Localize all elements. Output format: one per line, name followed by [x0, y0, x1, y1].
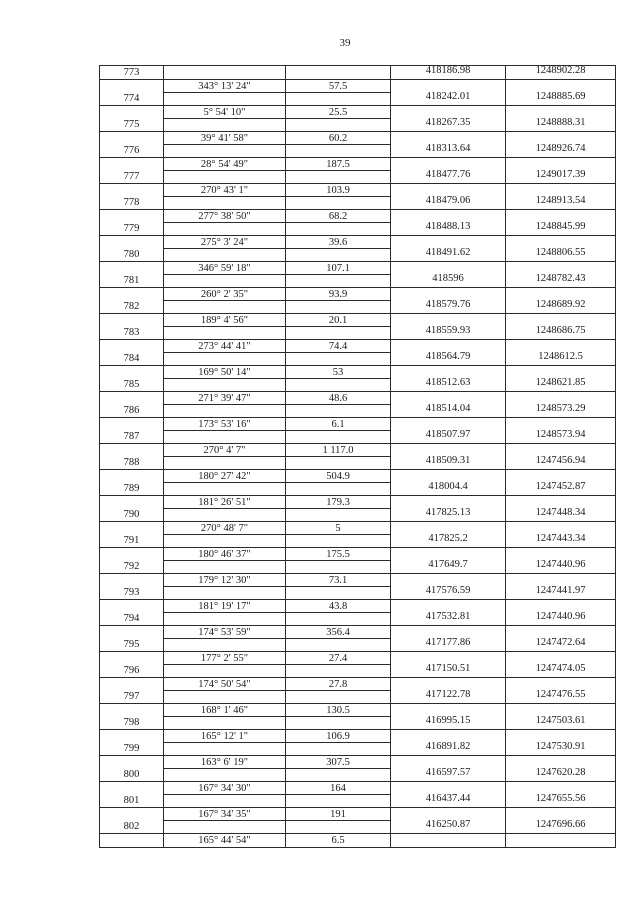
point-number-cell: 790 — [100, 496, 163, 522]
empty-cell — [164, 119, 285, 132]
point-number-cell: 788 — [100, 444, 163, 470]
empty-cell — [164, 613, 285, 626]
empty-cell — [286, 431, 390, 444]
x-coordinate-cell: 417576.59 — [391, 574, 505, 600]
distance-cell: 48.6 — [286, 392, 390, 405]
empty-cell — [286, 119, 390, 132]
empty-cell — [164, 743, 285, 756]
y-coordinate-cell: 1247456.94 — [506, 444, 615, 470]
distance-cell: 175.5 — [286, 548, 390, 561]
bearing-cell: 270° 48' 7" — [164, 522, 285, 535]
distance-cell: 307.5 — [286, 756, 390, 769]
x-coordinate-cell: 418512.63 — [391, 366, 505, 392]
empty-cell — [286, 587, 390, 600]
y-coordinate-cell: 1248573.29 — [506, 392, 615, 418]
x-coordinate-cell: 418491.62 — [391, 236, 505, 262]
x-coordinate-cell: 418242.01 — [391, 80, 505, 106]
x-coordinate-cell: 418479.06 — [391, 184, 505, 210]
empty-cell — [286, 353, 390, 366]
x-coordinate-cell: 416995.15 — [391, 704, 505, 730]
y-coordinate-cell: 1248621.85 — [506, 366, 615, 392]
bearing-cell: 270° 43' 1" — [164, 184, 285, 197]
empty-cell — [164, 145, 285, 158]
x-coordinate-cell: 418564.79 — [391, 340, 505, 366]
empty-cell — [164, 67, 285, 80]
empty-cell — [164, 769, 285, 782]
distance-cell: 43.8 — [286, 600, 390, 613]
empty-cell — [164, 821, 285, 834]
x-coordinate-cell: 418313.64 — [391, 132, 505, 158]
distance-cell: 356.4 — [286, 626, 390, 639]
point-number-cell: 794 — [100, 600, 163, 626]
empty-cell — [164, 197, 285, 210]
distance-cell: 191 — [286, 808, 390, 821]
x-coordinate-cell: 418579.76 — [391, 288, 505, 314]
empty-cell — [164, 249, 285, 262]
empty-cell — [164, 535, 285, 548]
x-coordinate-cell: 416891.82 — [391, 730, 505, 756]
point-number-cell: 786 — [100, 392, 163, 418]
empty-cell — [286, 509, 390, 522]
point-number-cell: 796 — [100, 652, 163, 678]
x-coordinate-cell: 418477.76 — [391, 158, 505, 184]
y-coordinate-cell: 1248926.74 — [506, 132, 615, 158]
empty-cell — [286, 145, 390, 158]
bearing-cell: 277° 38' 50" — [164, 210, 285, 223]
bearing-cell: 343° 13' 24" — [164, 80, 285, 93]
y-coordinate-cell: 1247474.05 — [506, 652, 615, 678]
distance-cell: 68.2 — [286, 210, 390, 223]
bearing-cell: 165° 44' 54" — [198, 835, 251, 846]
bearing-cell: 181° 19' 17" — [164, 600, 285, 613]
point-number-cell: 797 — [100, 678, 163, 704]
bearing-cell: 181° 26' 51" — [164, 496, 285, 509]
empty-cell — [286, 795, 390, 808]
distance-cell: 6.5 — [331, 835, 345, 846]
y-coordinate-cell: 1247503.61 — [506, 704, 615, 730]
x-coordinate-cell: 417177.86 — [391, 626, 505, 652]
empty-cell — [164, 717, 285, 730]
empty-cell — [164, 223, 285, 236]
empty-cell — [164, 587, 285, 600]
x-coordinate-cell: 418596 — [391, 262, 505, 288]
x-coordinate-cell: 417825.13 — [391, 496, 505, 522]
bearing-cell: 39° 41' 58" — [164, 132, 285, 145]
y-coordinate-cell: 1248902.28 — [506, 65, 615, 80]
bearing-cell: 346° 59' 18" — [164, 262, 285, 275]
empty-cell — [286, 249, 390, 262]
x-coordinate-cell: 418507.97 — [391, 418, 505, 444]
distance-cell: 74.4 — [286, 340, 390, 353]
x-coordinate-cell: 416597.57 — [391, 756, 505, 782]
bearing-cell: 260° 2' 35" — [164, 288, 285, 301]
empty-cell — [164, 379, 285, 392]
point-number-cell: 776 — [100, 132, 163, 158]
y-coordinate-cell: 1247441.97 — [506, 574, 615, 600]
bearing-cell: 177° 2' 55" — [164, 652, 285, 665]
empty-cell — [286, 665, 390, 678]
distance-cell: 5 — [286, 522, 390, 535]
bearing-cell: 180° 27' 42" — [164, 470, 285, 483]
empty-cell — [164, 795, 285, 808]
empty-cell — [164, 353, 285, 366]
y-coordinate-cell: 1247696.66 — [506, 808, 615, 834]
y-coordinate-cell: 1247440.96 — [506, 600, 615, 626]
bearing-cell: 5° 54' 10" — [164, 106, 285, 119]
y-coordinate-cell: 1248686.75 — [506, 314, 615, 340]
y-coordinate-cell: 1247443.34 — [506, 522, 615, 548]
bearing-cell: 167° 34' 30" — [164, 782, 285, 795]
y-coordinate-cell: 1248782.43 — [506, 262, 615, 288]
empty-cell — [286, 717, 390, 730]
distance-cell: 130.5 — [286, 704, 390, 717]
empty-cell — [286, 327, 390, 340]
empty-cell — [286, 67, 390, 80]
point-number-cell: 801 — [100, 782, 163, 808]
table-row — [100, 820, 615, 846]
empty-cell — [286, 561, 390, 574]
point-number-cell: 789 — [100, 470, 163, 496]
distance-cell: 107.1 — [286, 262, 390, 275]
bearing-cell: 169° 50' 14" — [164, 366, 285, 379]
distance-cell: 164 — [286, 782, 390, 795]
empty-cell — [164, 639, 285, 652]
x-coordinate-cell: 418559.93 — [391, 314, 505, 340]
empty-cell — [164, 691, 285, 704]
empty-cell — [286, 769, 390, 782]
distance-cell: 20.1 — [286, 314, 390, 327]
empty-cell — [164, 171, 285, 184]
x-coordinate-cell: 418186.98 — [391, 65, 505, 80]
bearing-cell: 180° 46' 37" — [164, 548, 285, 561]
y-coordinate-cell: 1248913.54 — [506, 184, 615, 210]
y-coordinate-cell: 1247620.28 — [506, 756, 615, 782]
page-number: 39 — [339, 37, 351, 49]
y-coordinate-cell: 1247440.96 — [506, 548, 615, 574]
y-coordinate-cell: 1248689.92 — [506, 288, 615, 314]
empty-cell — [164, 405, 285, 418]
y-coordinate-cell: 1247530.91 — [506, 730, 615, 756]
y-coordinate-cell: 1248573.94 — [506, 418, 615, 444]
empty-cell — [286, 197, 390, 210]
empty-cell — [286, 743, 390, 756]
distance-cell: 60.2 — [286, 132, 390, 145]
point-number-cell: 783 — [100, 314, 163, 340]
point-number-cell: 785 — [100, 366, 163, 392]
empty-cell — [286, 691, 390, 704]
point-number-cell: 781 — [100, 262, 163, 288]
point-number-cell: 782 — [100, 288, 163, 314]
distance-cell: 504.9 — [286, 470, 390, 483]
distance-cell: 27.8 — [286, 678, 390, 691]
empty-cell — [286, 457, 390, 470]
bearing-cell: 174° 53' 59" — [164, 626, 285, 639]
distance-cell: 6.1 — [286, 418, 390, 431]
distance-cell: 73.1 — [286, 574, 390, 587]
empty-cell — [164, 275, 285, 288]
empty-cell — [286, 535, 390, 548]
distance-cell: 57.5 — [286, 80, 390, 93]
x-coordinate-cell: 417825.2 — [391, 522, 505, 548]
x-coordinate-cell: 416250.87 — [391, 808, 505, 834]
empty-cell — [286, 483, 390, 496]
bearing-cell: 167° 34' 35" — [164, 808, 285, 821]
y-coordinate-cell: 1247476.55 — [506, 678, 615, 704]
point-number-cell: 773 — [100, 65, 163, 80]
distance-cell: 25.5 — [286, 106, 390, 119]
point-number-cell: 802 — [100, 808, 163, 834]
point-number-cell: 774 — [100, 80, 163, 106]
bearing-cell: 165° 12' 1" — [164, 730, 285, 743]
empty-cell — [286, 275, 390, 288]
empty-cell — [164, 561, 285, 574]
point-number-cell: 793 — [100, 574, 163, 600]
point-number-cell: 777 — [100, 158, 163, 184]
y-coordinate-cell: 1248845.99 — [506, 210, 615, 236]
empty-cell — [286, 379, 390, 392]
point-number-cell: 775 — [100, 106, 163, 132]
x-coordinate-cell: 418267.35 — [391, 106, 505, 132]
bearing-cell: 273° 44' 41" — [164, 340, 285, 353]
y-coordinate-cell: 1249017.39 — [506, 158, 615, 184]
bearing-cell: 174° 50' 54" — [164, 678, 285, 691]
point-number-cell: 779 — [100, 210, 163, 236]
bearing-cell: 173° 53' 16" — [164, 418, 285, 431]
distance-cell: 179.3 — [286, 496, 390, 509]
y-coordinate-cell: 1248888.31 — [506, 106, 615, 132]
distance-cell: 27.4 — [286, 652, 390, 665]
bearing-cell: 28° 54' 49" — [164, 158, 285, 171]
empty-cell — [164, 509, 285, 522]
point-number-cell: 798 — [100, 704, 163, 730]
point-number-cell: 799 — [100, 730, 163, 756]
point-number-cell: 784 — [100, 340, 163, 366]
point-number-cell: 780 — [100, 236, 163, 262]
bearing-cell: 189° 4' 56" — [164, 314, 285, 327]
x-coordinate-cell: 418509.31 — [391, 444, 505, 470]
empty-cell — [164, 665, 285, 678]
x-coordinate-cell: 417532.81 — [391, 600, 505, 626]
bearing-cell: 270° 4' 7" — [164, 444, 285, 457]
bearing-cell: 163° 6' 19" — [164, 756, 285, 769]
point-number-cell: 800 — [100, 756, 163, 782]
x-coordinate-cell: 417122.78 — [391, 678, 505, 704]
empty-cell — [286, 93, 390, 106]
distance-cell: 93.9 — [286, 288, 390, 301]
empty-cell — [164, 431, 285, 444]
x-coordinate-cell: 418004.4 — [391, 470, 505, 496]
point-number-cell: 787 — [100, 418, 163, 444]
x-coordinate-cell: 418514.04 — [391, 392, 505, 418]
survey-table — [99, 65, 616, 848]
y-coordinate-cell: 1247452.87 — [506, 470, 615, 496]
distance-cell: 103.9 — [286, 184, 390, 197]
distance-cell: 1 117.0 — [286, 444, 390, 457]
empty-cell — [286, 171, 390, 184]
point-number-cell: 791 — [100, 522, 163, 548]
x-coordinate-cell: 418488.13 — [391, 210, 505, 236]
bearing-cell: 179° 12' 30" — [164, 574, 285, 587]
y-coordinate-cell: 1247655.56 — [506, 782, 615, 808]
empty-cell — [286, 301, 390, 314]
point-number-cell: 778 — [100, 184, 163, 210]
y-coordinate-cell: 1248885.69 — [506, 80, 615, 106]
x-coordinate-cell: 417649.7 — [391, 548, 505, 574]
bearing-cell: 275° 3' 24" — [164, 236, 285, 249]
y-coordinate-cell: 1247472.64 — [506, 626, 615, 652]
y-coordinate-cell: 1247448.34 — [506, 496, 615, 522]
empty-cell — [286, 613, 390, 626]
point-number-cell: 792 — [100, 548, 163, 574]
distance-cell: 187.5 — [286, 158, 390, 171]
empty-cell — [286, 223, 390, 236]
distance-cell: 53 — [286, 366, 390, 379]
bearing-cell: 271° 39' 47" — [164, 392, 285, 405]
empty-cell — [164, 301, 285, 314]
y-coordinate-cell: 1248806.55 — [506, 236, 615, 262]
bearing-cell: 168° 1' 46" — [164, 704, 285, 717]
empty-cell — [286, 639, 390, 652]
empty-cell — [164, 327, 285, 340]
empty-cell — [286, 821, 390, 834]
y-coordinate-cell: 1248612.5 — [506, 340, 615, 366]
point-number-cell: 795 — [100, 626, 163, 652]
x-coordinate-cell: 417150.51 — [391, 652, 505, 678]
distance-cell: 106.9 — [286, 730, 390, 743]
empty-cell — [286, 405, 390, 418]
x-coordinate-cell: 416437.44 — [391, 782, 505, 808]
empty-cell — [164, 483, 285, 496]
distance-cell: 39.6 — [286, 236, 390, 249]
empty-cell — [164, 457, 285, 470]
empty-cell — [164, 93, 285, 106]
